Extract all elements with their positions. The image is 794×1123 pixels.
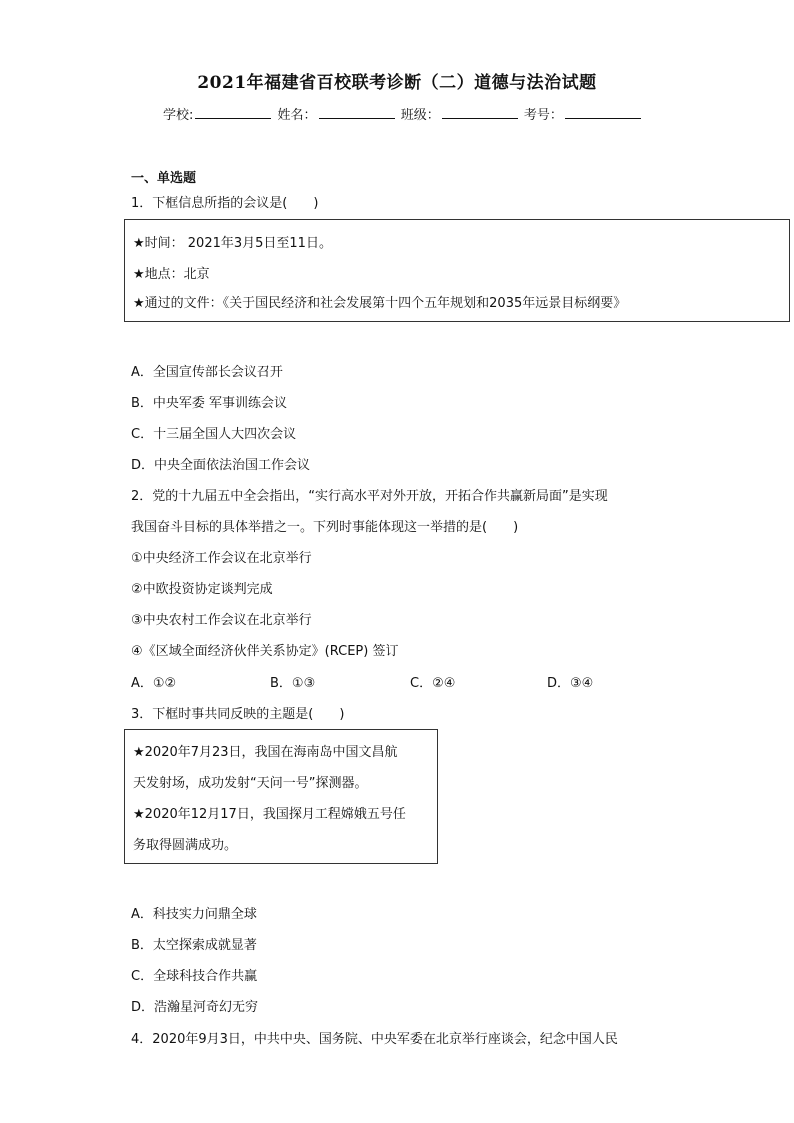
q3-option-d[interactable]: D．浩瀚星河奇幻无穷 [131, 1000, 259, 1015]
name-blank[interactable] [319, 106, 395, 119]
class-label: 班级： [400, 108, 440, 123]
exam-number-blank[interactable] [565, 106, 641, 119]
q1-option-d[interactable]: D．中央全面依法治国工作会议 [131, 458, 311, 473]
school-blank[interactable] [195, 106, 271, 119]
q3-stem: 3．下框时事共同反映的主题是( ) [131, 707, 345, 722]
q2-stem-line-2: 我国奋斗目标的具体举措之一。下列时事能体现这一举措的是( ) [131, 520, 519, 535]
q3-info-box [124, 729, 438, 864]
q3-option-a[interactable]: A．科技实力问鼎全球 [131, 907, 257, 922]
section-title: 一、单选题 [131, 171, 197, 186]
q2-item-2: ②中欧投资协定谈判完成 [131, 582, 273, 597]
q1-option-b[interactable]: B．中央军委 军事训练会议 [131, 396, 288, 411]
q3-box-line: 务取得圆满成功。 [133, 838, 238, 853]
q1-info-box [124, 219, 790, 322]
q2-option-a[interactable]: A．①② [131, 676, 177, 691]
q1-stem: 1．下框信息所指的会议是( ) [131, 196, 319, 211]
exam-title: 2021年福建省百校联考诊断（二）道德与法治试题 [197, 73, 597, 93]
class-blank[interactable] [442, 106, 518, 119]
q2-item-4: ④《区域全面经济伙伴关系协定》(RCEP) 签订 [131, 644, 399, 659]
q1-option-c[interactable]: C．十三届全国人大四次会议 [131, 427, 297, 442]
q1-box-line: ★时间： 2021年3月5日至11日。 [133, 236, 332, 251]
q2-item-3: ③中央农村工作会议在北京举行 [131, 613, 312, 628]
q3-box-line: ★2020年7月23日，我国在海南岛中国文昌航 [133, 745, 398, 760]
q2-option-c[interactable]: C．②④ [410, 676, 456, 691]
q2-option-d[interactable]: D．③④ [547, 676, 594, 691]
exam-number-label: 考号： [523, 108, 563, 123]
q3-box-line: ★2020年12月17日，我国探月工程嫦娥五号任 [133, 807, 406, 822]
school-label: 学校: [163, 108, 194, 123]
q3-box-line: 天发射场，成功发射“天问一号”探测器。 [133, 776, 368, 791]
q2-item-1: ①中央经济工作会议在北京举行 [131, 551, 312, 566]
q2-option-b[interactable]: B．①③ [270, 676, 316, 691]
q4-stem: 4．2020年9月3日，中共中央、国务院、中央军委在北京举行座谈会，纪念中国人民 [131, 1032, 618, 1047]
name-label: 姓名： [277, 108, 317, 123]
q1-box-line: ★地点：北京 [133, 267, 210, 282]
q2-options [131, 672, 631, 690]
student-info-fields [163, 104, 643, 123]
q1-option-a[interactable]: A．全国宣传部长会议召开 [131, 365, 283, 380]
q3-option-c[interactable]: C．全球科技合作共赢 [131, 969, 258, 984]
q3-option-b[interactable]: B．太空探索成就显著 [131, 938, 257, 953]
q2-stem-line-1: 2．党的十九届五中全会指出，“实行高水平对外开放，开拓合作共赢新局面”是实现 [131, 489, 608, 504]
q1-box-line: ★通过的文件：《关于国民经济和社会发展第十四个五年规划和2035年远景目标纲要》 [133, 296, 627, 311]
